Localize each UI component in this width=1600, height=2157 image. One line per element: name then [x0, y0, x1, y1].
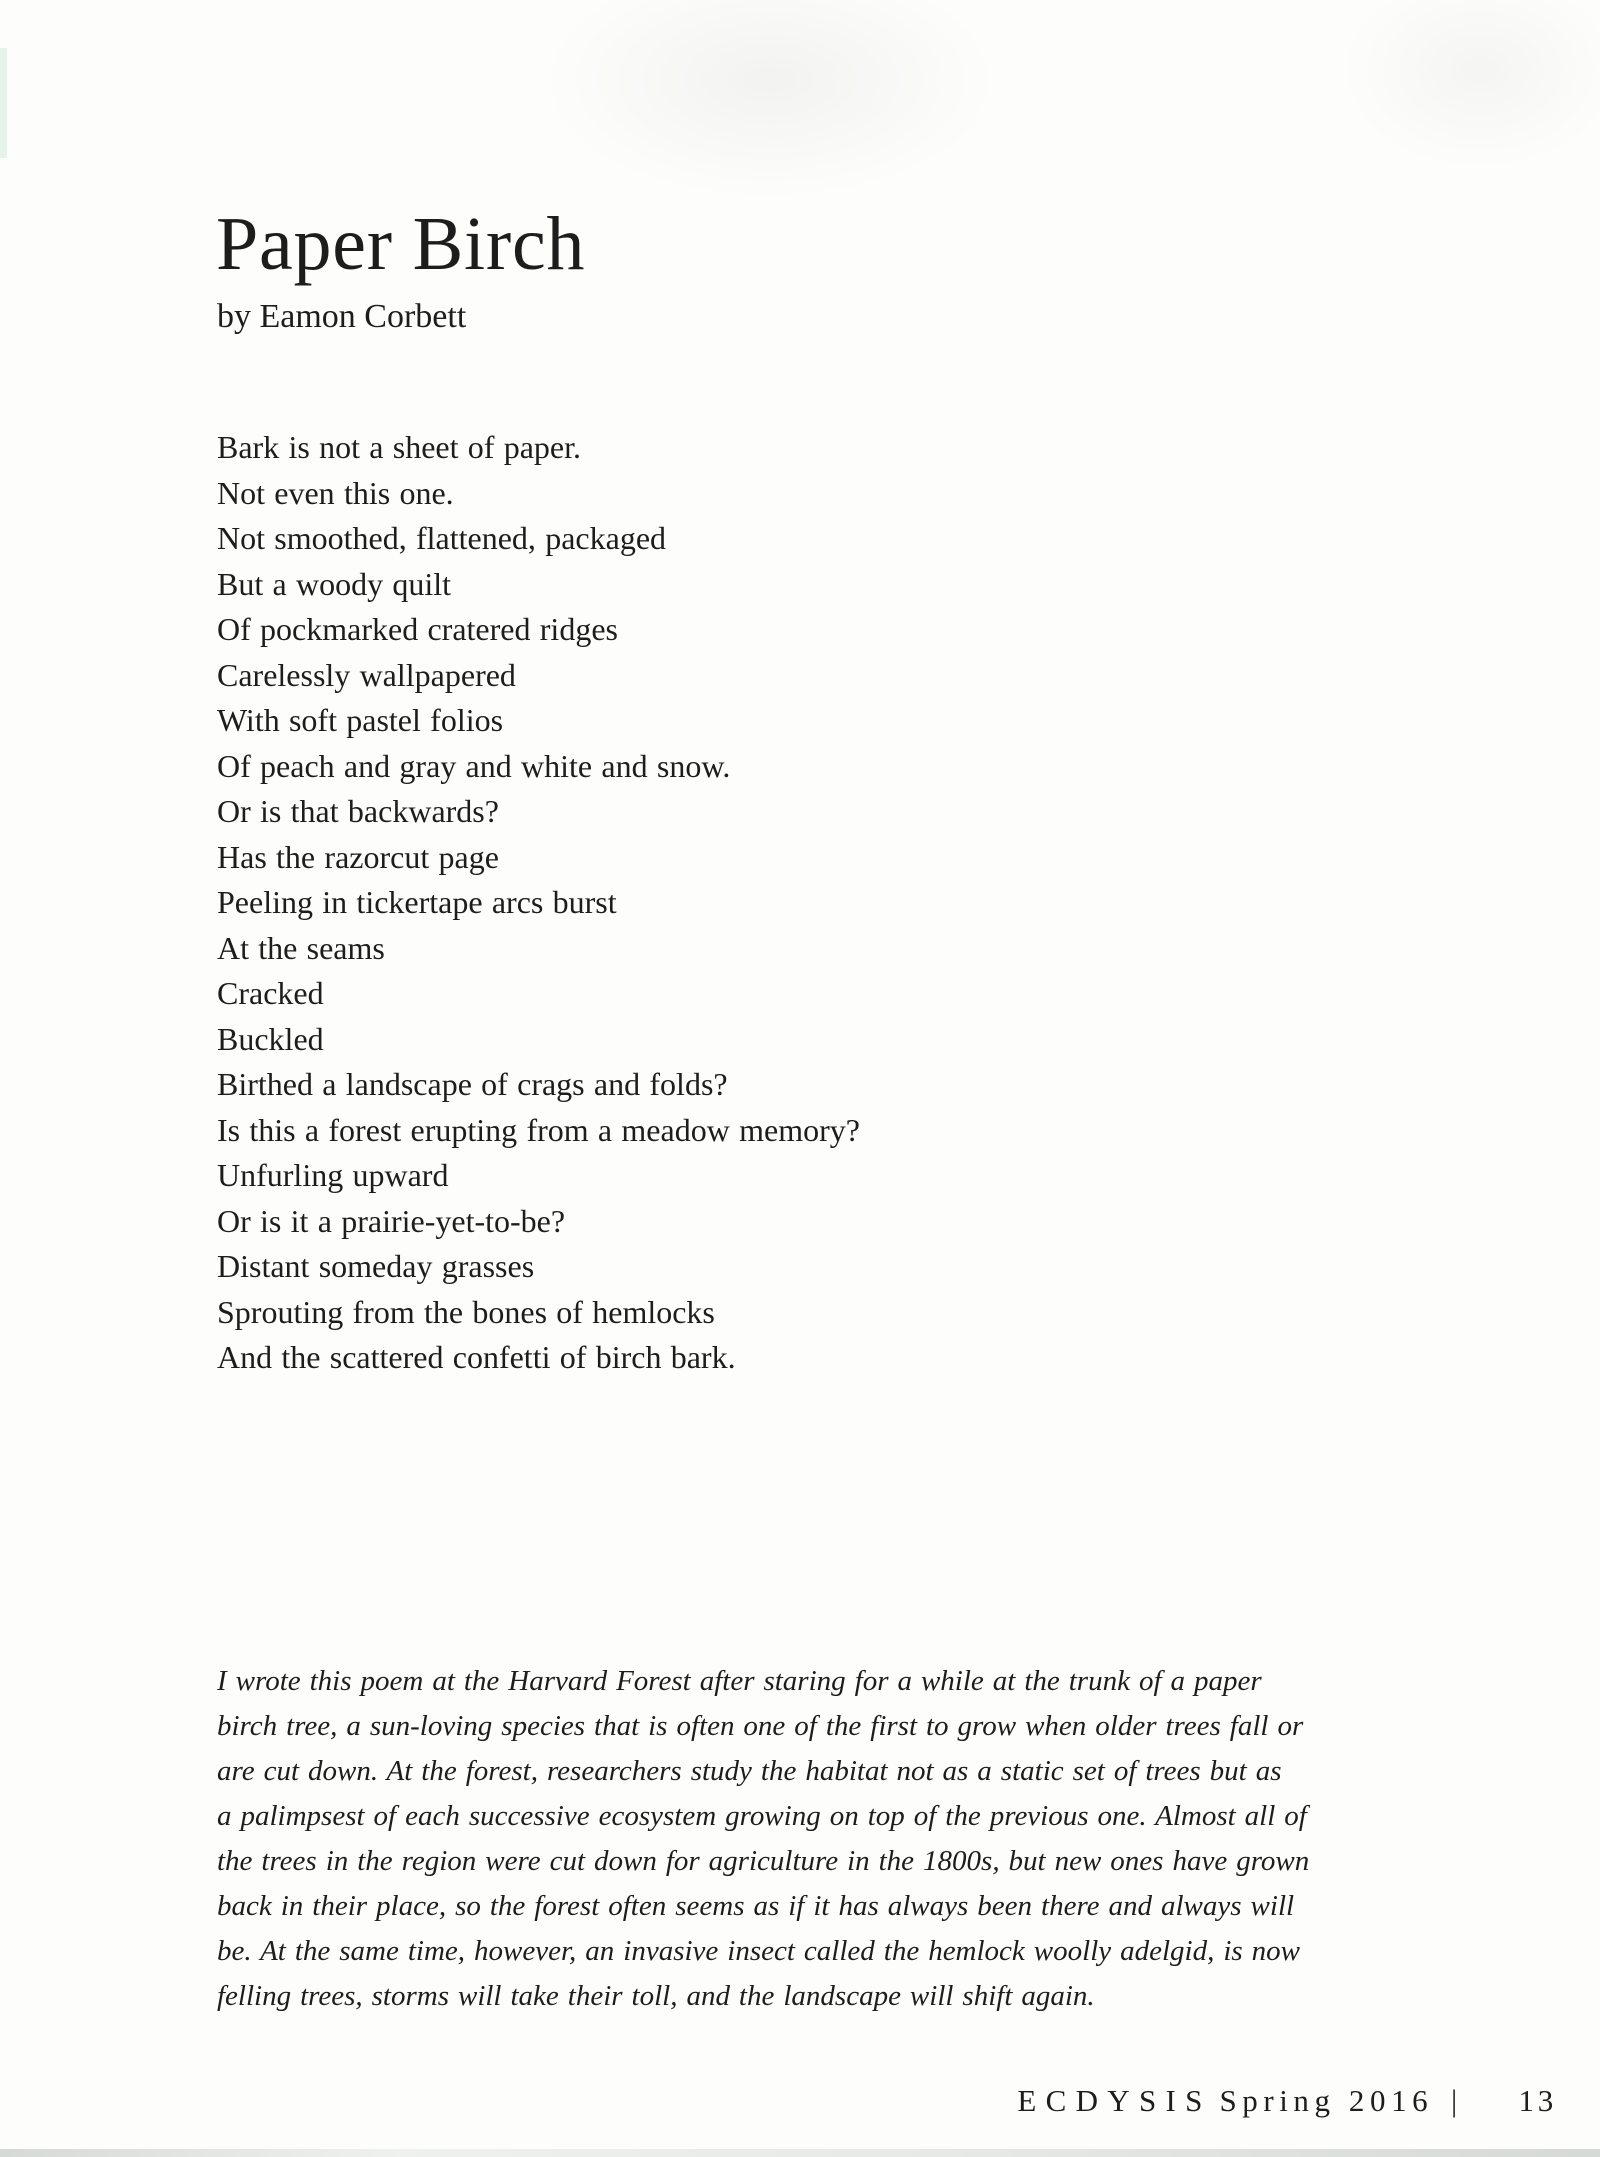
- poem-line: Unfurling upward: [217, 1157, 449, 1193]
- page-footer: [1017, 2078, 1557, 2123]
- poem-line: Buckled: [217, 1020, 324, 1057]
- poem-line: Not smoothed, flattened, packaged: [217, 520, 667, 556]
- author-note-line: felling trees, storms will take their toll, and the landscape will shift again.: [217, 1980, 1095, 2012]
- footer-separator: |: [1451, 2083, 1463, 2118]
- author-note-line: birch tree, a sun-loving species that is often one of the first to grow when older trees fall or: [217, 1710, 1304, 1742]
- poem-line: Or is it a prairie-yet-to-be?: [217, 1202, 566, 1239]
- poem-title: Paper Birch: [216, 202, 586, 286]
- poem-line: But a woody quilt: [217, 565, 452, 602]
- poem-line: Distant someday grasses: [217, 1248, 535, 1284]
- poem-line: Bark is not a sheet of paper.: [217, 429, 582, 465]
- page-number: 13: [1518, 2083, 1557, 2118]
- scan-edge-artifact-bottom: [0, 2149, 1600, 2157]
- poem-line: With soft pastel folios: [217, 702, 504, 738]
- poem-line: Or is that backwards?: [217, 793, 499, 829]
- journal-name: ECDYSIS: [1017, 2083, 1212, 2118]
- scan-smudge-top-right: [1340, 0, 1600, 170]
- poem-line: And the scattered confetti of birch bark.: [217, 1339, 736, 1375]
- author-note-line: the trees in the region were cut down for agriculture in the 1800s, but new ones have grown: [217, 1845, 1310, 1877]
- scan-edge-artifact-left: [0, 48, 7, 158]
- poem-line: Of peach and gray and white and snow.: [217, 747, 731, 784]
- poem-byline: by Eamon Corbett: [217, 298, 467, 335]
- poem-line: Of pockmarked cratered ridges: [217, 611, 618, 647]
- scan-smudge-top-center: [540, 0, 1000, 200]
- poem-line: Carelessly wallpapered: [217, 656, 516, 693]
- author-note-line: I wrote this poem at the Harvard Forest after staring for a while at the trunk of a paper: [217, 1665, 1262, 1697]
- issue-label: Spring 2016: [1219, 2083, 1434, 2118]
- poem-line: Sprouting from the bones of hemlocks: [217, 1293, 715, 1330]
- author-note-line: a palimpsest of each successive ecosystem growing on top of the previous one. Almost all of: [217, 1800, 1307, 1832]
- author-note-line: back in their place, so the forest often seems as if it has always been there and always will: [217, 1890, 1295, 1922]
- poem-line: Has the razorcut page: [217, 838, 499, 875]
- author-note-line: be. At the same time, however, an invasive insect called the hemlock woolly adelgid, is now: [217, 1935, 1301, 1967]
- poem-line: Is this a forest erupting from a meadow memory?: [217, 1111, 860, 1148]
- poem-line: Not even this one.: [217, 474, 454, 511]
- author-note-line: are cut down. At the forest, researchers study the habitat not as a static set of trees but as: [217, 1755, 1282, 1787]
- poem-line: Birthed a landscape of crags and folds?: [217, 1066, 728, 1102]
- poem-line: Peeling in tickertape arcs burst: [217, 884, 617, 920]
- poem-line: At the seams: [217, 929, 385, 966]
- author-note: [217, 1659, 1309, 2019]
- poem-line: Cracked: [217, 975, 324, 1011]
- poem-body: [217, 425, 860, 1381]
